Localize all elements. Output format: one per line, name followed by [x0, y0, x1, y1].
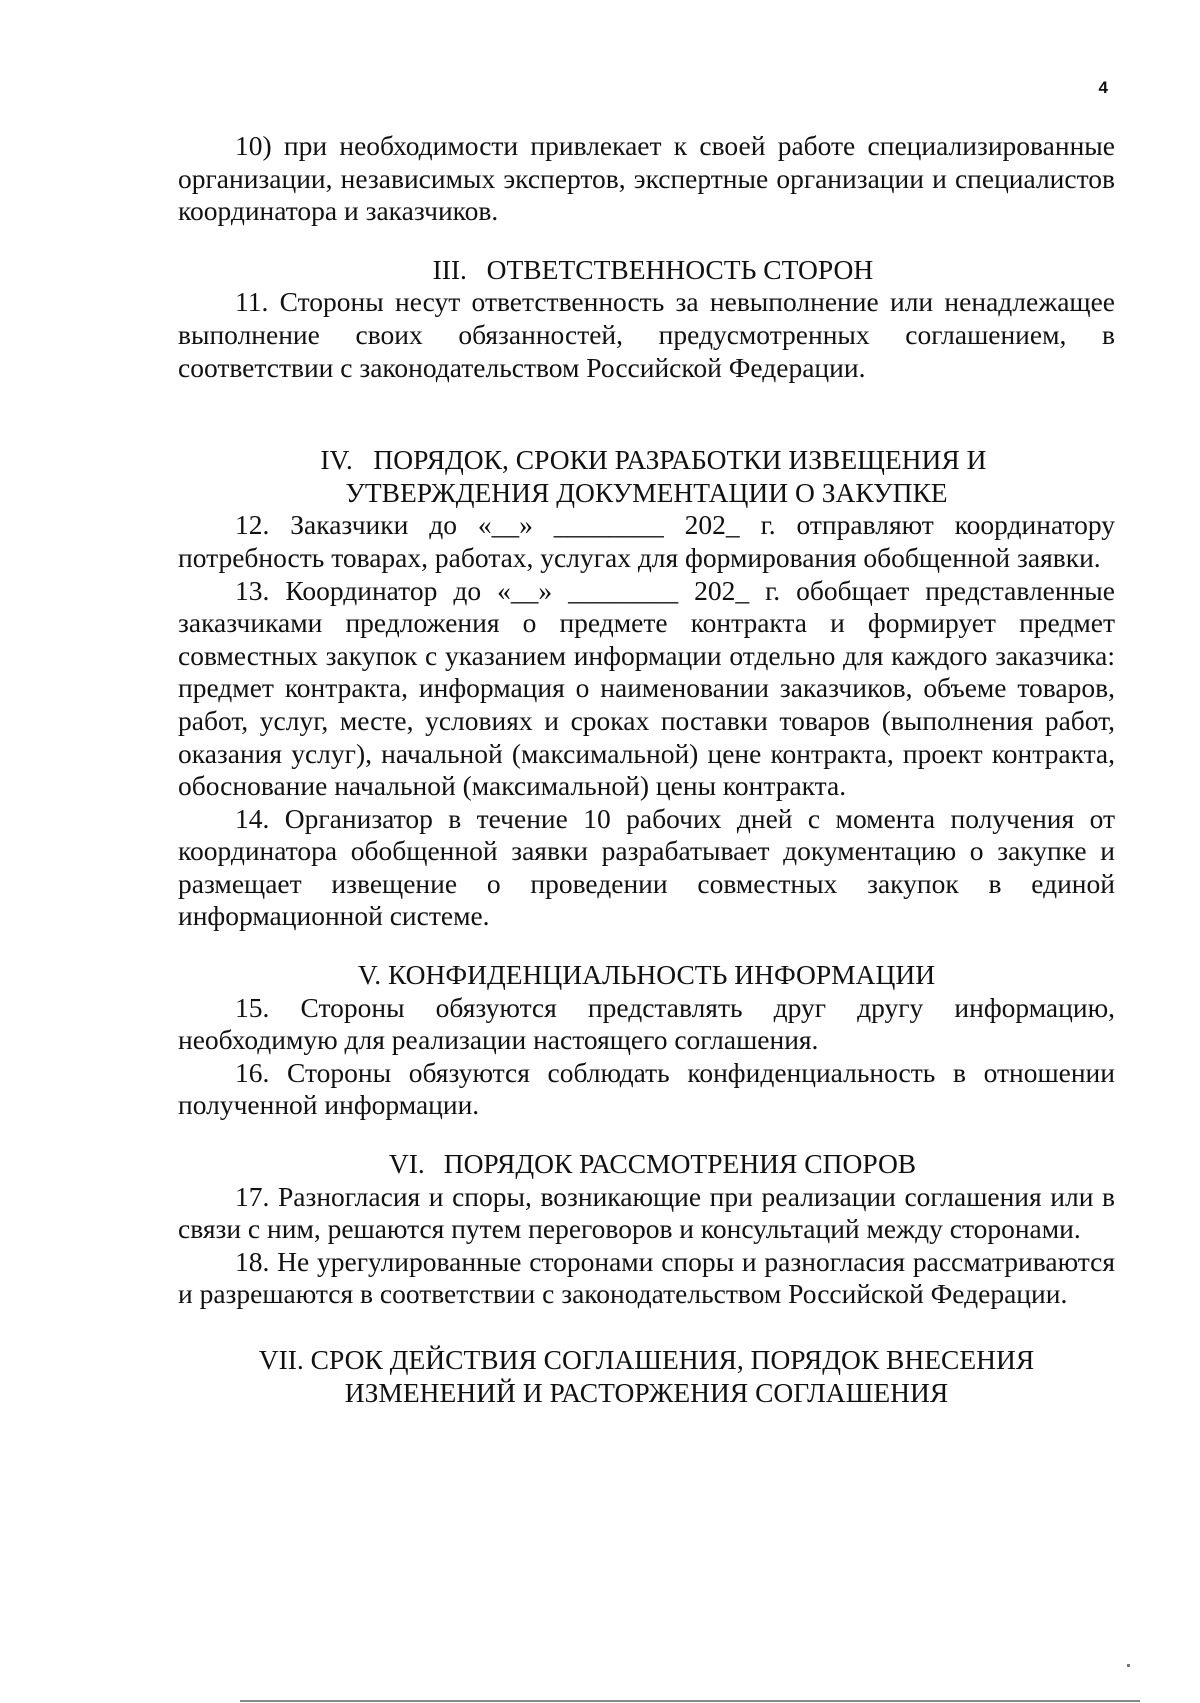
paragraph-11: 11. Стороны несут ответственность за невыполнение или ненадлежащее выполнение своих обязанностей, предусмотренных соглашением, в соответствии с законодательством Российской Федерации.: [178, 286, 1115, 383]
document-body: [178, 130, 1115, 1409]
section-6-heading: [178, 1148, 1115, 1181]
section-6-title: ПОРЯДОК РАССМОТРЕНИЯ СПОРОВ: [443, 1148, 917, 1180]
paragraph-15: 15. Стороны обязуются представлять друг другу информацию, необходимую для реализации настоящего соглашения.: [178, 991, 1115, 1056]
section-7-title-line-1: VII. СРОК ДЕЙСТВИЯ СОГЛАШЕНИЯ, ПОРЯДОК ВНЕСЕНИЯ: [258, 1344, 1035, 1375]
scan-artifact-line: [240, 1700, 1140, 1702]
scan-artifact-dot: [1127, 1664, 1130, 1667]
paragraph-13: 13. Координатор до «__» ________ 202_ г. обобщает представленные заказчиками предложения о предмете контракта и формирует предмет совместных закупок с указанием информации отдельно для каждого заказчика: предмет контракта, информация о наименовании заказчиков, объеме товаров, работ, услуг, месте, условиях и сроках поставки товаров (выполнения работ, оказания услуг), начальной (максимальной) цене контракта, проект контракта, обоснование начальной (максимальной) цены контракта.: [178, 574, 1115, 802]
paragraph-12: 12. Заказчики до «__» ________ 202_ г. отправляют координатору потребность товарах, работах, услугах для формирования обобщенной заявки.: [178, 509, 1115, 573]
section-6-number: VI.: [388, 1148, 425, 1180]
paragraph-17: 17. Разногласия и споры, возникающие при реализации соглашения или в связи с ним, решаются путем переговоров и консультаций между сторонами.: [178, 1180, 1115, 1245]
section-4-title-line-2: УТВЕРЖДЕНИЯ ДОКУМЕНТАЦИИ О ЗАКУПКЕ: [345, 476, 948, 508]
paragraph-18: 18. Не урегулированные сторонами споры и разногласия рассматриваются и разрешаются в соответствии с законодательством Российской Федерации.: [178, 1245, 1115, 1310]
paragraph-10: 10) при необходимости привлекает к своей работе специализированные организации, независимых экспертов, экспертные организации и специалистов координатора и заказчиков.: [178, 130, 1115, 227]
section-4-heading: [178, 444, 1115, 509]
section-7-title-line-2: ИЗМЕНЕНИЙ И РАСТОРЖЕНИЯ СОГЛАШЕНИЯ: [344, 1376, 949, 1408]
paragraph-16: 16. Стороны обязуются соблюдать конфиденциальность в отношении полученной информации.: [178, 1056, 1115, 1121]
paragraph-14: 14. Организатор в течение 10 рабочих дней с момента получения от координатора обобщенной заявки разрабатывает документацию о закупке и размещает извещение о проведении совместных закупок в единой информационной системе.: [178, 802, 1115, 932]
section-5-heading: V. КОНФИДЕНЦИАЛЬНОСТЬ ИНФОРМАЦИИ: [357, 959, 936, 991]
section-3-title: ОТВЕТСТВЕННОСТЬ СТОРОН: [486, 253, 874, 285]
section-4-title-line-1: ПОРЯДОК, СРОКИ РАЗРАБОТКИ ИЗВЕЩЕНИЯ И: [373, 444, 987, 476]
section-3-heading: [178, 254, 1115, 287]
section-4-number: IV.: [320, 444, 353, 476]
section-7-heading: [178, 1344, 1115, 1409]
page-number: 4: [1098, 78, 1108, 97]
section-3-number: III.: [432, 253, 467, 285]
